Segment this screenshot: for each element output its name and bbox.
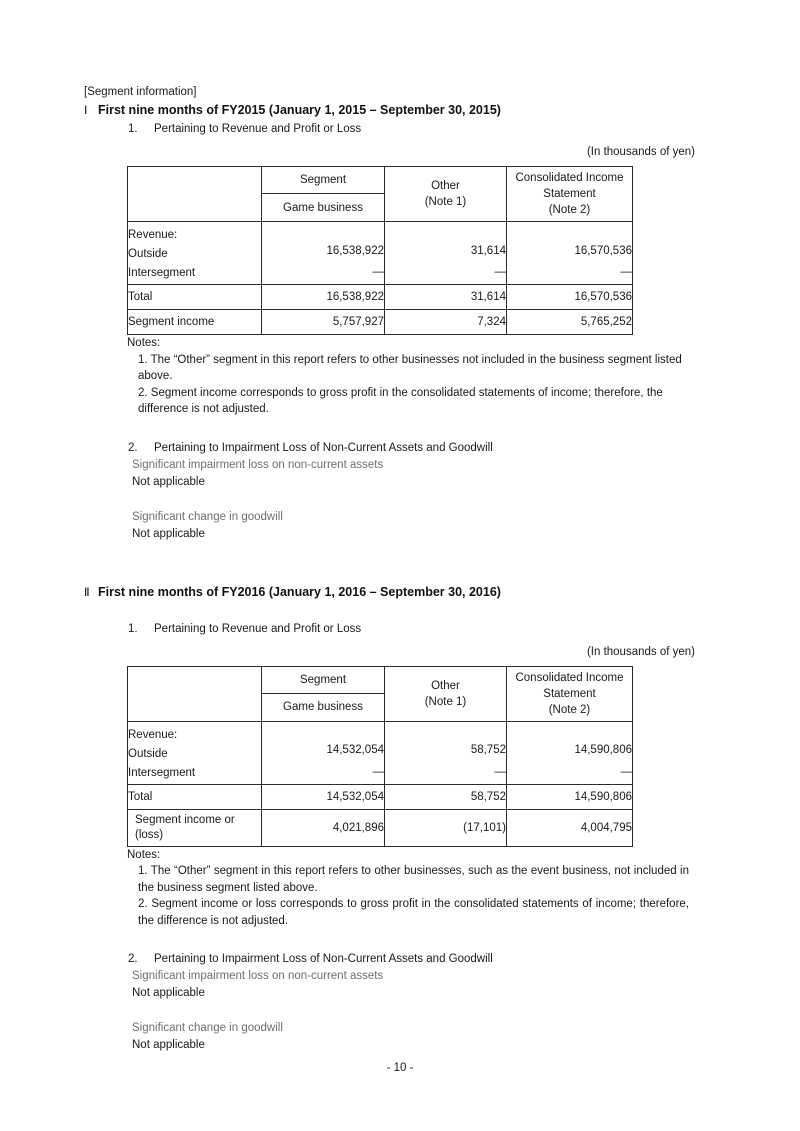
table-row	[128, 809, 633, 846]
table-2-row-2-consolidated: —	[507, 760, 633, 785]
table-1-row-2-game: —	[262, 260, 385, 285]
section-1-impairment-value: Not applicable	[132, 475, 205, 488]
table-2-header-other-line1: Other	[431, 679, 460, 692]
section-heading-text-2: First nine months of FY2016 (January 1, 2016 – September 30, 2016)	[98, 584, 501, 599]
table-2-row-1-game: 14,532,054	[262, 741, 385, 760]
table-1-header-row-top	[128, 167, 633, 194]
section-2-item-1-label: Pertaining to Revenue and Profit or Loss	[154, 622, 362, 635]
table-1-row-3-label: Total	[128, 285, 262, 310]
table-2-row-4-other: (17,101)	[385, 809, 507, 846]
table-2-row-0-game	[262, 721, 385, 741]
page-content	[84, 84, 700, 1054]
table-row	[128, 721, 633, 741]
segment-table-1	[127, 166, 633, 335]
table-1-header-corner	[128, 167, 262, 222]
table-1-row-3-other: 31,614	[385, 285, 507, 310]
table-row	[128, 784, 633, 809]
section-2-impairment-value: Not applicable	[132, 987, 205, 999]
section-2-notes-heading: Notes:	[127, 848, 161, 861]
section-1-item-2-number: 2.	[128, 441, 138, 454]
table-1-row-1-other: 31,614	[385, 241, 507, 260]
document-title: [Segment information]	[84, 86, 197, 98]
table-1-row-1-consolidated: 16,570,536	[507, 241, 633, 260]
table-2-header-cons-line1: Consolidated Income	[515, 671, 624, 684]
table-1-row-2-other: —	[385, 260, 507, 285]
table-2-header-cons-line2: Statement	[543, 687, 596, 700]
section-1-notes	[127, 335, 689, 418]
table-2-row-1-consolidated: 14,590,806	[507, 741, 633, 760]
table-1-row-1-game: 16,538,922	[262, 241, 385, 260]
table-2-header-segment-group: Segment	[262, 666, 385, 693]
table-1-row-0-other	[385, 222, 507, 242]
segment-table-2	[127, 666, 633, 847]
table-2-row-4-game: 4,021,896	[262, 809, 385, 846]
section-1-goodwill-subhead: Significant change in goodwill	[132, 510, 283, 523]
table-1-header-consolidated	[507, 167, 633, 222]
table-2-header-consolidated	[507, 666, 633, 721]
section-heading-1	[84, 101, 700, 121]
table-2-row-0-consolidated	[507, 721, 633, 741]
table-1-header-cons-line2: Statement	[543, 188, 596, 200]
section-2-units-label: (In thousands of yen)	[586, 645, 695, 658]
section-1-item-2-label: Pertaining to Impairment Loss of Non-Current Assets and Goodwill	[154, 441, 493, 454]
table-1-header-cons-line1: Consolidated Income	[515, 172, 624, 184]
table-1-row-4-consolidated: 5,765,252	[507, 310, 633, 335]
table-1-row-4-other: 7,324	[385, 310, 507, 335]
section-roman-numeral-1: Ⅰ	[84, 105, 88, 117]
section-heading-2	[84, 583, 700, 603]
table-2-row-3-game: 14,532,054	[262, 784, 385, 809]
table-2-header-segment-sub: Game business	[262, 693, 385, 721]
section-1-item-1	[128, 121, 700, 138]
table-2-header-cons-line3: (Note 2)	[548, 703, 591, 716]
section-1-note-1: 1. The “Other” segment in this report refers to other businesses not included in the business segment listed above.	[138, 353, 682, 382]
table-1-header-other-line2: (Note 1)	[424, 196, 467, 208]
table-1-row-0-game	[262, 222, 385, 242]
section-2-item-2-number: 2.	[128, 953, 138, 965]
section-2-item-2-label: Pertaining to Impairment Loss of Non-Current Assets and Goodwill	[154, 953, 493, 965]
table-row	[128, 241, 633, 260]
section-1-units-label: (In thousands of yen)	[586, 146, 695, 158]
table-2-row-2-label: Intersegment	[128, 760, 262, 785]
table-row	[128, 741, 633, 760]
table-2-row-2-other: —	[385, 760, 507, 785]
section-2-goodwill-subhead: Significant change in goodwill	[132, 1022, 283, 1034]
section-heading-text-1: First nine months of FY2015 (January 1, 2015 – September 30, 2015)	[98, 103, 501, 117]
section-2-note-1: 1. The “Other” segment in this report refers to other businesses, such as the event business, not included in the business segment listed above.	[138, 865, 689, 894]
table-1-header-other-line1: Other	[431, 180, 460, 192]
table-row	[128, 260, 633, 285]
section-1-item-1-number: 1.	[128, 123, 138, 135]
table-row	[128, 222, 633, 242]
table-1-row-2-consolidated: —	[507, 260, 633, 285]
section-1-item-2	[128, 440, 700, 457]
table-1-row-2-label: Intersegment	[128, 260, 262, 285]
table-2-header-other-line2: (Note 1)	[424, 695, 467, 708]
table-2-row-3-label: Total	[128, 784, 262, 809]
section-1-impairment-subhead: Significant impairment loss on non-current assets	[132, 458, 384, 471]
table-1-row-3-consolidated: 16,570,536	[507, 285, 633, 310]
section-roman-numeral-2: Ⅱ	[84, 586, 90, 599]
section-2-notes	[127, 847, 689, 930]
table-1-row-0-label: Revenue:	[128, 222, 262, 242]
table-2-row-3-other: 58,752	[385, 784, 507, 809]
table-2-row-0-other	[385, 721, 507, 741]
table-2-header-other	[385, 666, 507, 721]
table-2-row-4-consolidated: 4,004,795	[507, 809, 633, 846]
section-2-note-2: 2. Segment income or loss corresponds to gross profit in the consolidated statements of income; therefore, the difference is not adjusted.	[138, 898, 689, 927]
table-2-row-3-consolidated: 14,590,806	[507, 784, 633, 809]
table-1-row-1-label: Outside	[128, 241, 262, 260]
table-2-row-0-label: Revenue:	[128, 721, 262, 741]
table-2-header-row-top	[128, 666, 633, 693]
table-row	[128, 310, 633, 335]
table-2-header-corner	[128, 666, 262, 721]
table-1-row-4-label: Segment income	[128, 310, 262, 335]
section-1-item-1-label: Pertaining to Revenue and Profit or Loss	[154, 123, 362, 135]
page-number: - 10 -	[386, 1062, 414, 1074]
section-2-impairment-subhead: Significant impairment loss on non-current assets	[132, 970, 384, 982]
table-1-header-cons-line3: (Note 2)	[548, 204, 591, 216]
table-1-header-segment-sub: Game business	[262, 194, 385, 222]
table-1-header-other	[385, 167, 507, 222]
table-1-row-0-consolidated	[507, 222, 633, 242]
table-2-row-1-other: 58,752	[385, 741, 507, 760]
table-1-row-3-game: 16,538,922	[262, 285, 385, 310]
section-2-goodwill-value: Not applicable	[132, 1039, 205, 1051]
table-2-row-4-label: Segment income or (loss)	[128, 809, 262, 846]
section-1-notes-heading: Notes:	[127, 337, 161, 349]
section-2-item-1	[128, 621, 700, 638]
table-row	[128, 285, 633, 310]
table-2-row-2-game: —	[262, 760, 385, 785]
table-1-header-segment-group: Segment	[262, 167, 385, 194]
table-row	[128, 760, 633, 785]
table-2-row-1-label: Outside	[128, 741, 262, 760]
section-1-goodwill-value: Not applicable	[132, 527, 205, 540]
section-1-note-2: 2. Segment income corresponds to gross profit in the consolidated statements of income; therefore, the difference is not adjusted.	[138, 386, 663, 415]
section-2-item-2	[128, 951, 700, 968]
table-1-row-4-game: 5,757,927	[262, 310, 385, 335]
section-2-item-1-number: 1.	[128, 622, 138, 635]
